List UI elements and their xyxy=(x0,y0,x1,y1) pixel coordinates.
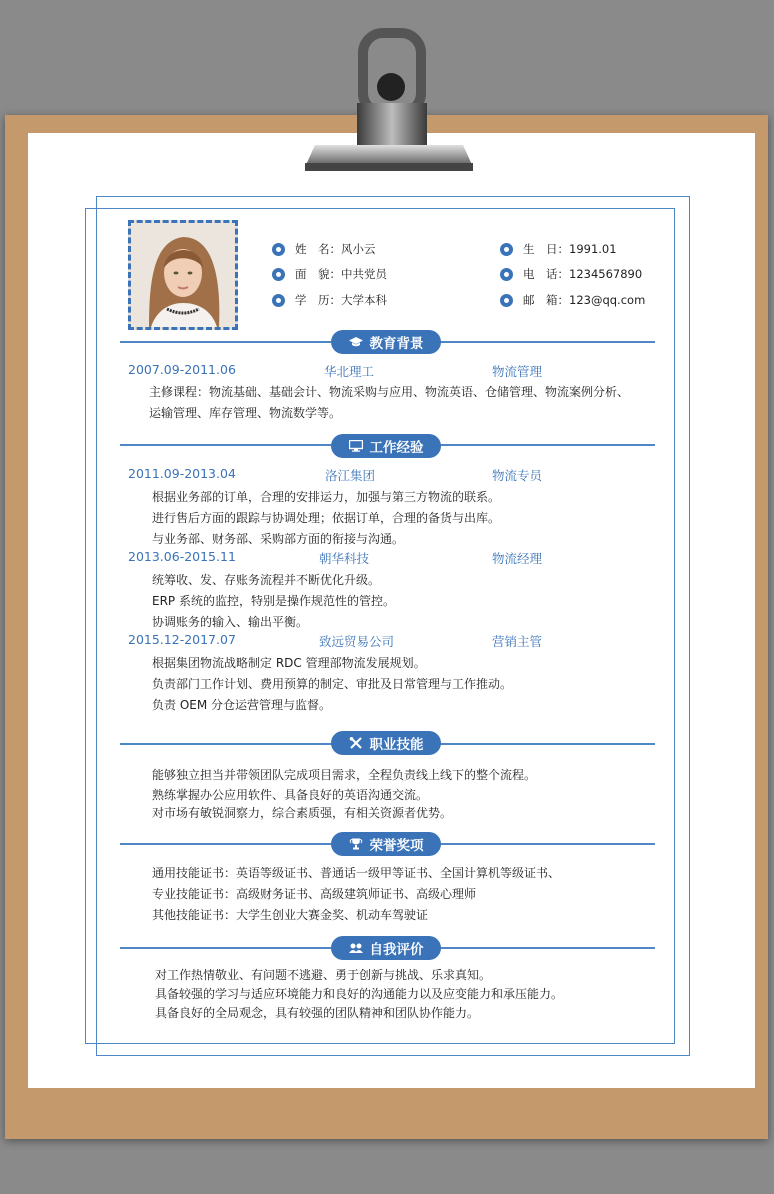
work-role: 物流专员 xyxy=(492,468,543,483)
book-icon xyxy=(272,294,285,307)
info-name: 姓 名： 风小云 xyxy=(272,241,376,257)
work-role: 物流经理 xyxy=(492,551,543,566)
skill-line: 能够独立担当并带领团队完成项目需求，全程负责线上线下的整个流程。 xyxy=(152,768,537,782)
work-period: 2015.12-2017.07 xyxy=(128,632,236,647)
trophy-icon xyxy=(349,838,363,850)
email-value: 123@qq.com xyxy=(569,293,646,307)
work-period: 2011.09-2013.04 xyxy=(128,466,236,481)
phone-icon xyxy=(500,268,513,281)
work-entry-head xyxy=(128,549,648,567)
person-icon xyxy=(272,243,285,256)
education-major: 物流管理 xyxy=(492,364,543,379)
work-company: 洛江集团 xyxy=(325,468,376,483)
graduation-cap-icon xyxy=(349,336,363,348)
work-line: 统筹收、发、存账务流程并不断优化升级。 xyxy=(152,573,381,587)
profile-photo xyxy=(128,220,238,330)
work-line: 与业务部、财务部、采购部方面的衔接与沟通。 xyxy=(152,532,405,546)
self-eval-line: 对工作热情敬业、有问题不逃避、勇于创新与挑战、乐求真知。 xyxy=(155,968,492,982)
monitor-icon xyxy=(349,440,363,452)
birth-value: 1991.01 xyxy=(569,242,617,256)
section-title-education: 教育背景 xyxy=(331,330,441,354)
education-line: 运输管理、库存管理、物流数学等。 xyxy=(149,406,342,420)
info-education: 学 历： 大学本科 xyxy=(272,292,387,308)
phone-value: 1234567890 xyxy=(569,267,643,281)
tools-icon xyxy=(349,737,363,749)
info-birth: 生 日： 1991.01 xyxy=(500,241,617,257)
work-line: ERP 系统的监控，特别是操作规范性的管控。 xyxy=(152,594,395,608)
work-line: 负责部门工作计划、费用预算的制定、审批及日常管理与工作推动。 xyxy=(152,677,513,691)
work-line: 协调账务的输入、输出平衡。 xyxy=(152,615,309,629)
politics-value: 中共党员 xyxy=(341,267,387,281)
info-politics: 面 貌： 中共党员 xyxy=(272,266,387,282)
self-eval-line: 具备良好的全局观念，具有较强的团队精神和团队协作能力。 xyxy=(155,1006,480,1020)
work-entry-head xyxy=(128,466,648,484)
work-company: 致远贸易公司 xyxy=(319,634,395,649)
section-title-self: 自我评价 xyxy=(331,936,441,960)
honor-line: 专业技能证书：高级财务证书、高级建筑师证书、高级心理师 xyxy=(152,887,477,901)
education-period: 2007.09-2011.06 xyxy=(128,362,236,377)
work-company: 朝华科技 xyxy=(319,551,370,566)
work-entry-head xyxy=(128,632,648,650)
email-icon xyxy=(500,294,513,307)
work-role: 营销主管 xyxy=(492,634,543,649)
education-school: 华北理工 xyxy=(324,364,375,379)
section-title-skills: 职业技能 xyxy=(331,731,441,755)
honor-line: 其他技能证书：大学生创业大赛金奖、机动车驾驶证 xyxy=(152,908,429,922)
work-period: 2013.06-2015.11 xyxy=(128,549,236,564)
self-eval-line: 具备较强的学习与适应环境能力和良好的沟通能力以及应变能力和承压能力。 xyxy=(155,987,564,1001)
work-line: 根据集团物流战略制定 RDC 管理部物流发展规划。 xyxy=(152,656,426,670)
calendar-icon xyxy=(500,243,513,256)
section-title-work: 工作经验 xyxy=(331,434,441,458)
name-value: 风小云 xyxy=(341,242,376,256)
info-email: 邮 箱： 123@qq.com xyxy=(500,292,645,308)
honor-line: 通用技能证书：英语等级证书、普通话一级甲等证书、全国计算机等级证书、 xyxy=(152,866,561,880)
skill-line: 对市场有敏锐洞察力，综合素质强，有相关资源者优势。 xyxy=(152,806,453,820)
binder-clip-icon xyxy=(305,25,473,175)
work-line: 进行售后方面的跟踪与协调处理；依据订单，合理的备货与出库。 xyxy=(152,511,501,525)
skill-line: 熟练掌握办公应用软件、具备良好的英语沟通交流。 xyxy=(152,788,429,802)
star-icon xyxy=(272,268,285,281)
education-value: 大学本科 xyxy=(341,293,387,307)
work-line: 根据业务部的订单，合理的安排运力，加强与第三方物流的联系。 xyxy=(152,490,501,504)
people-icon xyxy=(349,942,363,954)
info-phone: 电 话： 1234567890 xyxy=(500,266,642,282)
work-line: 负责 OEM 分仓运营管理与监督。 xyxy=(152,698,332,712)
education-entry-head xyxy=(128,362,648,380)
education-line: 主修课程：物流基础、基础会计、物流采购与应用、物流英语、仓储管理、物流案例分析、 xyxy=(149,385,630,399)
section-title-honors: 荣誉奖项 xyxy=(331,832,441,856)
